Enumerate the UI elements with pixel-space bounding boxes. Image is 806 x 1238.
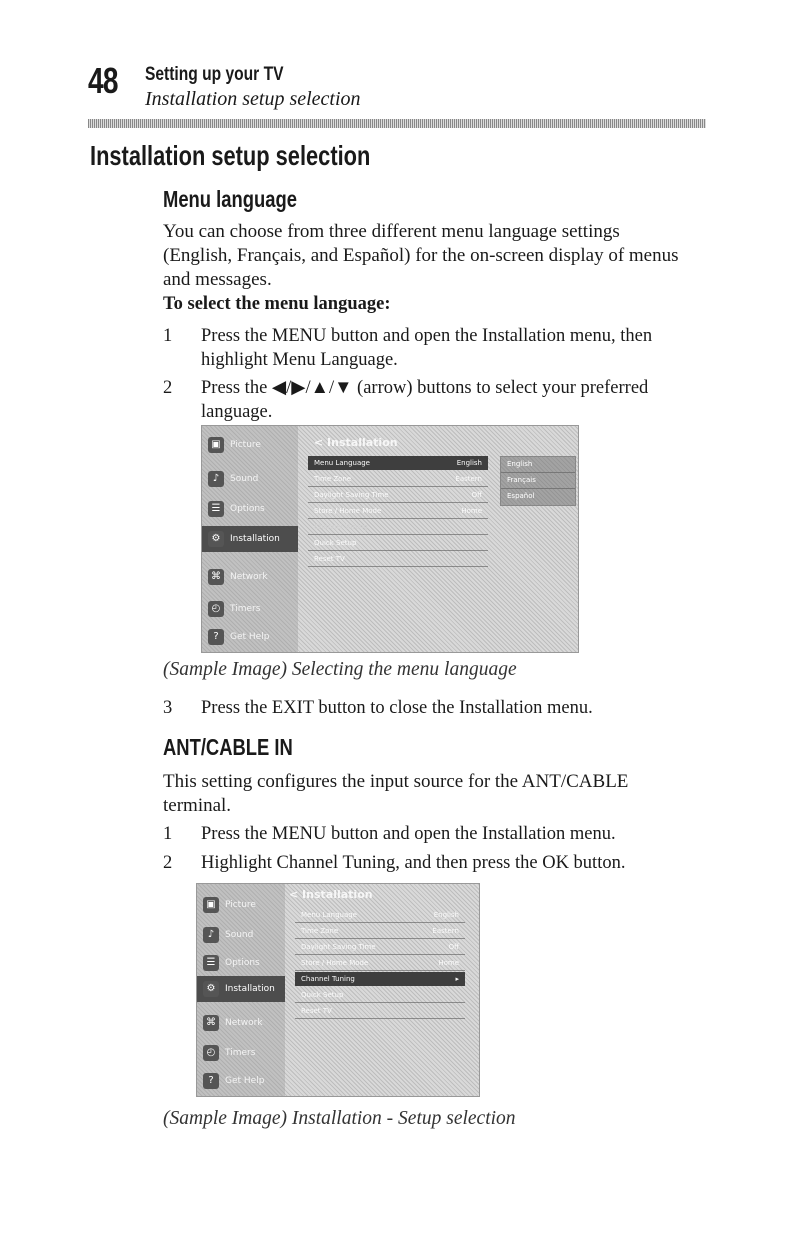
row-label: Channel Tuning [301, 975, 355, 983]
timer-icon: ◴ [203, 1045, 219, 1061]
chevron-right-icon: ▸ [455, 975, 459, 983]
tv-screen-menu-language [201, 425, 579, 653]
menu-title: < Installation [289, 888, 373, 901]
sidebar-item-picture[interactable] [208, 432, 294, 458]
language-options-popup [500, 456, 576, 506]
intro-line: This setting configures the input source for the ANT/CABLE [163, 771, 629, 792]
intro-line: terminal. [163, 795, 232, 816]
sidebar-item-picture[interactable] [203, 892, 281, 918]
ant-step-2 [163, 851, 723, 875]
menu-row-store-home[interactable] [308, 504, 488, 519]
sidebar-label: Picture [230, 440, 261, 450]
network-icon: ⌘ [208, 569, 224, 585]
step-line: highlight Menu Language. [201, 350, 398, 370]
row-label: Daylight Saving Time [301, 943, 376, 951]
help-icon: ? [208, 629, 224, 645]
intro-line: (English, Français, and Español) for the on-screen display of menus [163, 245, 679, 266]
row-value: English [456, 459, 482, 467]
row-value: Off [448, 943, 459, 951]
options-icon: ☰ [203, 955, 219, 971]
menu-row-quick-setup[interactable] [295, 988, 465, 1003]
row-label: Menu Language [314, 459, 370, 467]
sidebar-label: Sound [230, 474, 259, 484]
row-value: Eastern [432, 927, 459, 935]
step-text [201, 376, 721, 424]
menu-title: < Installation [314, 436, 398, 449]
row-label: Time Zone [301, 927, 339, 935]
sidebar-item-options[interactable] [208, 496, 294, 522]
sidebar-item-network[interactable] [208, 564, 294, 590]
menu-language-heading: Menu language [163, 186, 297, 212]
menu-row-daylight-saving[interactable] [308, 488, 488, 503]
sidebar-menu [202, 426, 298, 652]
row-value: Home [461, 507, 482, 515]
row-label: Quick Setup [314, 539, 357, 547]
options-icon: ☰ [208, 501, 224, 517]
picture-icon: ▣ [208, 437, 224, 453]
step-3 [163, 696, 723, 720]
menu-row-daylight-saving[interactable] [295, 940, 465, 955]
menu-row-channel-tuning[interactable] [295, 972, 465, 986]
intro-line: You can choose from three different menu language settings [163, 221, 620, 242]
sidebar-label: Installation [225, 984, 275, 994]
step-line: language. [201, 402, 273, 422]
sidebar-item-installation[interactable] [202, 526, 298, 552]
sidebar-label: Network [230, 572, 268, 582]
menu-language-intro [163, 220, 723, 292]
step-number: 2 [163, 853, 173, 873]
sidebar-item-sound[interactable] [203, 922, 281, 948]
sidebar-label: Options [225, 958, 260, 968]
sidebar-item-help[interactable] [203, 1068, 281, 1094]
sidebar-item-network[interactable] [203, 1010, 281, 1036]
row-label: Quick Setup [301, 991, 344, 999]
step-text: Press the EXIT button to close the Installation menu. [201, 698, 593, 718]
step-text [201, 324, 721, 372]
row-label: Store / Home Mode [301, 959, 369, 967]
procedure-title: To select the menu language: [163, 294, 391, 314]
row-value: Eastern [455, 475, 482, 483]
sidebar-label: Options [230, 504, 265, 514]
menu-row-time-zone[interactable] [308, 472, 488, 487]
sidebar-item-help[interactable] [208, 624, 294, 650]
language-option-espanol[interactable]: Español [507, 492, 535, 500]
row-value: English [433, 911, 459, 919]
language-option-francais[interactable]: Français [501, 473, 575, 489]
header-rule [88, 119, 706, 128]
sidebar-label: Picture [225, 900, 256, 910]
caption-menu-language: (Sample Image) Selecting the menu language [163, 659, 517, 680]
sidebar-label: Get Help [230, 632, 270, 642]
ant-cable-heading: ANT/CABLE IN [163, 734, 293, 760]
step-number: 1 [163, 326, 173, 346]
page-number: 48 [88, 60, 118, 101]
installation-icon: ⚙ [203, 981, 219, 997]
section-title: Installation setup selection [90, 140, 371, 171]
menu-row-channel-tuning[interactable] [308, 520, 488, 535]
ant-cable-intro [163, 770, 723, 818]
intro-line: and messages. [163, 269, 272, 290]
sidebar-menu [197, 884, 285, 1096]
row-value: Home [438, 959, 459, 967]
sidebar-item-timers[interactable] [203, 1040, 281, 1066]
sidebar-item-sound[interactable] [208, 466, 294, 492]
step-line: Press the ◀/▶/▲/▼ (arrow) buttons to select your preferred [201, 378, 649, 398]
step-2 [163, 376, 723, 424]
sidebar-label: Installation [230, 534, 280, 544]
language-option-english[interactable]: English [501, 457, 575, 473]
row-label: Time Zone [314, 475, 352, 483]
timer-icon: ◴ [208, 601, 224, 617]
menu-row-time-zone[interactable] [295, 924, 465, 939]
sidebar-label: Network [225, 1018, 263, 1028]
tv-screen-installation [196, 883, 480, 1097]
sidebar-label: Get Help [225, 1076, 265, 1086]
row-label: Daylight Saving Time [314, 491, 389, 499]
row-label: Channel Tuning [314, 523, 368, 531]
row-label: Store / Home Mode [314, 507, 382, 515]
menu-row-menu-language[interactable] [295, 908, 465, 923]
step-text: Press the MENU button and open the Installation menu. [201, 824, 616, 844]
step-number: 3 [163, 698, 173, 718]
speaker-icon: ♪ [203, 927, 219, 943]
step-number: 1 [163, 824, 173, 844]
sidebar-item-installation[interactable] [197, 976, 285, 1002]
menu-row-quick-setup[interactable] [308, 536, 488, 551]
speaker-icon: ♪ [208, 471, 224, 487]
row-value: Off [471, 491, 482, 499]
sidebar-item-timers[interactable] [208, 596, 294, 622]
step-number: 2 [163, 378, 173, 398]
picture-icon: ▣ [203, 897, 219, 913]
caption-installation: (Sample Image) Installation - Setup selection [163, 1108, 516, 1129]
menu-row-reset-tv[interactable] [308, 552, 488, 567]
help-icon: ? [203, 1073, 219, 1089]
menu-row-store-home[interactable] [295, 956, 465, 971]
menu-row-reset-tv[interactable] [295, 1004, 465, 1019]
step-1 [163, 324, 723, 372]
ant-step-1 [163, 822, 723, 846]
installation-icon: ⚙ [208, 531, 224, 547]
sidebar-label: Timers [225, 1048, 256, 1058]
row-label: Reset TV [301, 1007, 332, 1015]
step-text: Highlight Channel Tuning, and then press the OK button. [201, 853, 626, 873]
menu-row-menu-language[interactable] [308, 456, 488, 470]
sidebar-item-options[interactable] [203, 950, 281, 976]
chapter-title: Setting up your TV [145, 64, 284, 85]
step-line: Press the MENU button and open the Installation menu, then [201, 326, 653, 346]
row-label: Menu Language [301, 911, 357, 919]
network-icon: ⌘ [203, 1015, 219, 1031]
row-label: Reset TV [314, 555, 345, 563]
sidebar-label: Sound [225, 930, 254, 940]
sidebar-label: Timers [230, 604, 261, 614]
chapter-subtitle: Installation setup selection [145, 88, 361, 110]
